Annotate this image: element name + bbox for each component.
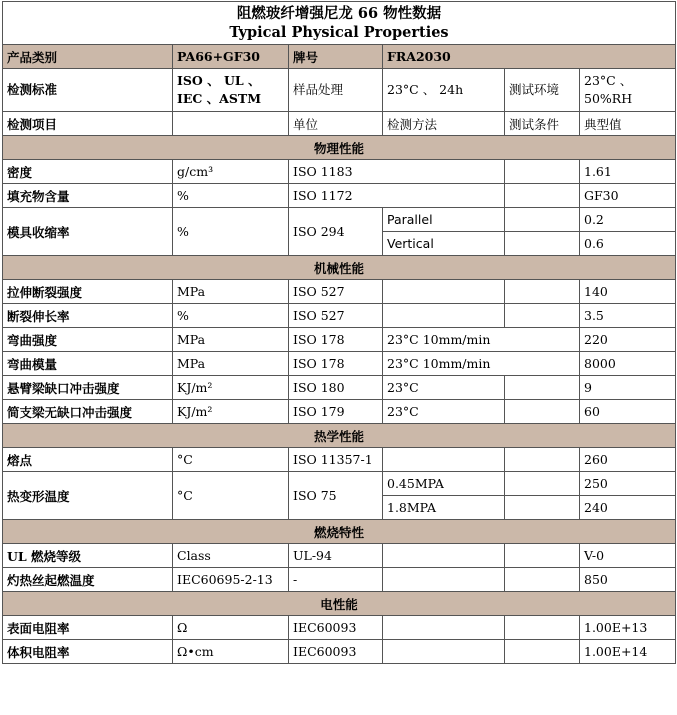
table-row [3, 448, 676, 472]
property-method: ISO 294 [289, 208, 383, 256]
property-blank [505, 208, 580, 232]
col-method: 检测方法 [383, 112, 505, 136]
property-blank [505, 304, 580, 328]
property-blank [505, 544, 580, 568]
table-row [3, 304, 676, 328]
property-value: 60 [580, 400, 676, 424]
property-value: V-0 [580, 544, 676, 568]
env-value-line1: 23°C 、 [584, 73, 633, 88]
property-value: 260 [580, 448, 676, 472]
category-label: 产品类别 [3, 45, 173, 69]
property-condition: Vertical [383, 232, 505, 256]
table-row [3, 616, 676, 640]
property-value: 1.61 [580, 160, 676, 184]
property-method: ISO 11357-1 [289, 448, 383, 472]
property-method: - [289, 568, 383, 592]
property-method: IEC60093 [289, 616, 383, 640]
table-row [3, 640, 676, 664]
property-blank [505, 376, 580, 400]
property-value: 3.5 [580, 304, 676, 328]
property-unit: % [173, 208, 289, 256]
property-name: 弯曲模量 [3, 352, 173, 376]
property-value: 850 [580, 568, 676, 592]
property-method: ISO 179 [289, 400, 383, 424]
table-row [3, 160, 676, 184]
section-title: 燃烧特性 [3, 520, 676, 544]
table-row [3, 400, 676, 424]
property-condition: 23°C [383, 400, 505, 424]
grade-label: 牌号 [289, 45, 383, 69]
property-unit: °C [173, 472, 289, 520]
section-title: 机械性能 [3, 256, 676, 280]
standard-value-line2: IEC 、ASTM [177, 91, 262, 106]
property-condition: 23°C 10mm/min [383, 328, 580, 352]
properties-table [2, 1, 676, 664]
section-electrical [3, 592, 676, 616]
table-row [3, 352, 676, 376]
property-condition [383, 304, 505, 328]
property-blank [505, 280, 580, 304]
property-name: 简支梁无缺口冲击强度 [3, 400, 173, 424]
env-value [580, 69, 676, 112]
env-label: 测试环境 [505, 69, 580, 112]
property-name: 表面电阻率 [3, 616, 173, 640]
property-unit: IEC60695-2-13 [173, 568, 289, 592]
column-header-row [3, 112, 676, 136]
property-unit: g/cm³ [173, 160, 289, 184]
property-condition: 23°C 10mm/min [383, 352, 580, 376]
property-condition: 0.45MPA [383, 472, 505, 496]
property-value: 9 [580, 376, 676, 400]
table-row [3, 376, 676, 400]
category-row [3, 45, 676, 69]
sample-value: 23°C 、 24h [383, 69, 505, 112]
table-row [3, 544, 676, 568]
property-blank [505, 616, 580, 640]
section-thermal [3, 424, 676, 448]
property-name: 热变形温度 [3, 472, 173, 520]
category-value: PA66+GF30 [173, 45, 289, 69]
col-typical: 典型值 [580, 112, 676, 136]
col-item: 检测项目 [3, 112, 173, 136]
table-row [3, 568, 676, 592]
env-value-line2: 50%RH [584, 91, 633, 106]
property-blank [505, 496, 580, 520]
property-unit: Ω [173, 616, 289, 640]
property-condition [383, 544, 505, 568]
property-value: 220 [580, 328, 676, 352]
property-blank [505, 568, 580, 592]
property-name: 体积电阻率 [3, 640, 173, 664]
sample-label: 样品处理 [289, 69, 383, 112]
standard-row [3, 69, 676, 112]
property-condition [383, 616, 505, 640]
table-row [3, 208, 676, 232]
property-name: 密度 [3, 160, 173, 184]
property-name: 拉伸断裂强度 [3, 280, 173, 304]
property-condition: Parallel [383, 208, 505, 232]
title-zh: 阻燃玻纤增强尼龙 66 物性数据 [236, 5, 442, 22]
property-unit: °C [173, 448, 289, 472]
section-flame [3, 520, 676, 544]
property-name: 悬臂梁缺口冲击强度 [3, 376, 173, 400]
property-unit: KJ/m² [173, 376, 289, 400]
table-row [3, 328, 676, 352]
col-unit: 单位 [289, 112, 383, 136]
property-value: 1.00E+13 [580, 616, 676, 640]
property-condition: 23°C [383, 376, 505, 400]
property-method: ISO 178 [289, 352, 383, 376]
property-method: ISO 1183 [289, 160, 505, 184]
table-row [3, 184, 676, 208]
property-condition: 1.8MPA [383, 496, 505, 520]
property-method: ISO 1172 [289, 184, 505, 208]
property-condition [383, 640, 505, 664]
document-title [3, 2, 676, 45]
property-unit: % [173, 184, 289, 208]
property-value: 240 [580, 496, 676, 520]
property-unit: MPa [173, 280, 289, 304]
property-method: ISO 178 [289, 328, 383, 352]
property-method: ISO 527 [289, 304, 383, 328]
property-condition [383, 448, 505, 472]
property-value: 140 [580, 280, 676, 304]
property-unit: MPa [173, 352, 289, 376]
property-condition [383, 280, 505, 304]
table-row [3, 280, 676, 304]
property-condition [383, 568, 505, 592]
property-method: UL-94 [289, 544, 383, 568]
property-value: 1.00E+14 [580, 640, 676, 664]
section-title: 热学性能 [3, 424, 676, 448]
property-name: UL 燃烧等级 [3, 544, 173, 568]
property-unit: Ω•cm [173, 640, 289, 664]
section-mechanical [3, 256, 676, 280]
standard-label: 检测标准 [3, 69, 173, 112]
property-blank [505, 232, 580, 256]
property-name: 灼热丝起燃温度 [3, 568, 173, 592]
property-unit: % [173, 304, 289, 328]
property-unit: MPa [173, 328, 289, 352]
col-blank [173, 112, 289, 136]
property-name: 模具收缩率 [3, 208, 173, 256]
property-value: 8000 [580, 352, 676, 376]
section-title: 电性能 [3, 592, 676, 616]
section-physical [3, 136, 676, 160]
table-row [3, 472, 676, 496]
property-value: 0.2 [580, 208, 676, 232]
grade-value: FRA2030 [383, 45, 676, 69]
property-method: ISO 527 [289, 280, 383, 304]
col-condition: 测试条件 [505, 112, 580, 136]
title-row [3, 2, 676, 45]
property-value: 250 [580, 472, 676, 496]
property-blank [505, 448, 580, 472]
property-unit: Class [173, 544, 289, 568]
property-blank [505, 472, 580, 496]
section-title: 物理性能 [3, 136, 676, 160]
property-blank [505, 640, 580, 664]
standard-value-line1: ISO 、 UL 、 [177, 73, 261, 88]
standard-value [173, 69, 289, 112]
property-name: 断裂伸长率 [3, 304, 173, 328]
title-en: Typical Physical Properties [229, 24, 449, 41]
property-method: ISO 75 [289, 472, 383, 520]
property-method: IEC60093 [289, 640, 383, 664]
property-name: 弯曲强度 [3, 328, 173, 352]
property-method: ISO 180 [289, 376, 383, 400]
property-name: 填充物含量 [3, 184, 173, 208]
property-unit: KJ/m² [173, 400, 289, 424]
property-value: 0.6 [580, 232, 676, 256]
property-condition [505, 184, 580, 208]
property-name: 熔点 [3, 448, 173, 472]
property-value: GF30 [580, 184, 676, 208]
property-condition [505, 160, 580, 184]
property-blank [505, 400, 580, 424]
